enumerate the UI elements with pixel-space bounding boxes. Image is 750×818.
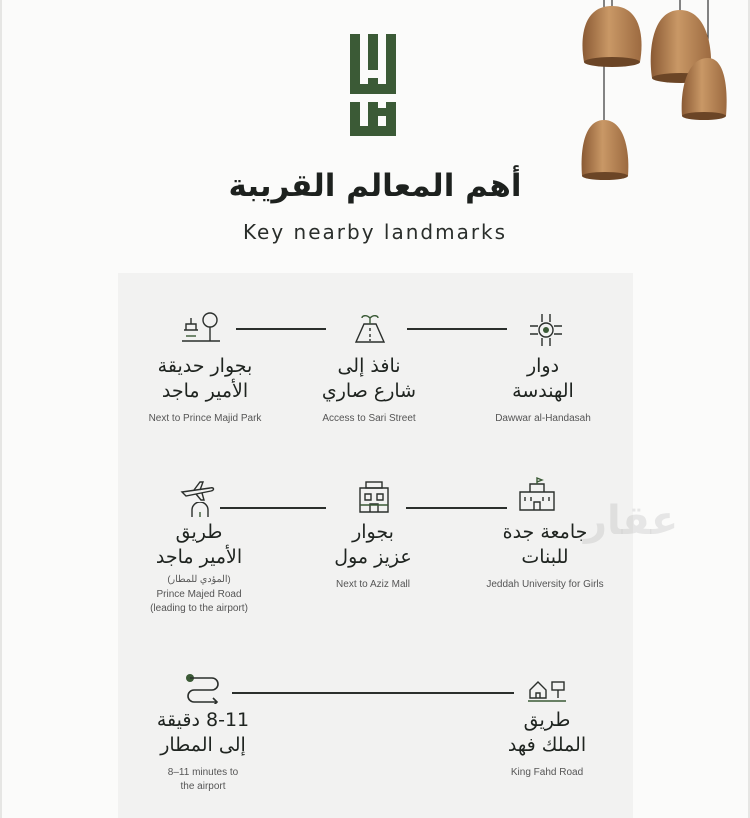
brand-logo: [344, 30, 406, 138]
connector-line: [236, 328, 326, 330]
landmark-sari-street: [284, 354, 454, 426]
landmark-airport-time: [118, 708, 288, 794]
landmark-name-english: Jeddah University for Girls: [486, 579, 604, 590]
connector-line: [232, 692, 514, 694]
roundabout-icon: [528, 312, 564, 348]
landmark-aziz-mall: [288, 520, 458, 592]
landmark-king-fahd-road: [462, 708, 632, 780]
landmark-name-english: King Fahd Road: [510, 767, 584, 778]
pendant-lamps-image: [560, 0, 750, 190]
landmark-name-arabic: طريق الملك فهد: [507, 709, 587, 756]
landmark-jeddah-university: [460, 520, 630, 592]
title-english: Key nearby landmarks: [242, 220, 508, 244]
connector-line: [406, 507, 507, 509]
connector-line: [407, 328, 507, 330]
landmark-name-english: Dawwar al-Handasah: [495, 413, 591, 424]
park-icon: [180, 310, 222, 346]
landmark-name-english: 8–11 minutes to the airport: [167, 767, 239, 792]
runway-icon: [190, 502, 210, 518]
road-junction-icon: [352, 310, 388, 346]
landmark-name-english: Prince Majed Road (leading to the airport): [150, 589, 248, 614]
landmark-name-english: Access to Sari Street: [322, 413, 416, 424]
title-arabic: أهم المعالم القريبة: [228, 168, 522, 204]
highway-icon: [526, 674, 568, 704]
landmark-name-arabic: بجوار حديقة الأمير ماجد: [157, 355, 253, 402]
landmark-name-arabic: جامعة جدة للبنات: [502, 521, 588, 568]
route-icon: [184, 672, 222, 704]
landmark-name-english: Next to Prince Majid Park: [148, 413, 262, 424]
landmark-name-arabic: 8-11 دقيقة إلى المطار: [156, 709, 250, 756]
watermark-text: عقار: [584, 498, 679, 544]
landmark-note-arabic: (المؤدي للمطار): [167, 574, 231, 585]
landmark-name-arabic: طريق الأمير ماجد: [155, 521, 243, 568]
connector-line: [220, 507, 326, 509]
landmark-dawwar-al-handasah: [458, 354, 628, 426]
mall-icon: [356, 478, 392, 514]
landmark-name-arabic: دوار الهندسة: [512, 355, 574, 402]
landmark-prince-majid-park: [120, 354, 290, 426]
landmark-name-english: Next to Aziz Mall: [336, 579, 410, 590]
university-icon: [516, 476, 558, 512]
landmark-prince-majed-road: [114, 520, 284, 616]
airplane-icon: [180, 480, 216, 502]
landmark-name-arabic: بجوار عزيز مول: [334, 521, 412, 568]
landmark-name-arabic: نافذ إلى شارع صاري: [321, 355, 417, 402]
